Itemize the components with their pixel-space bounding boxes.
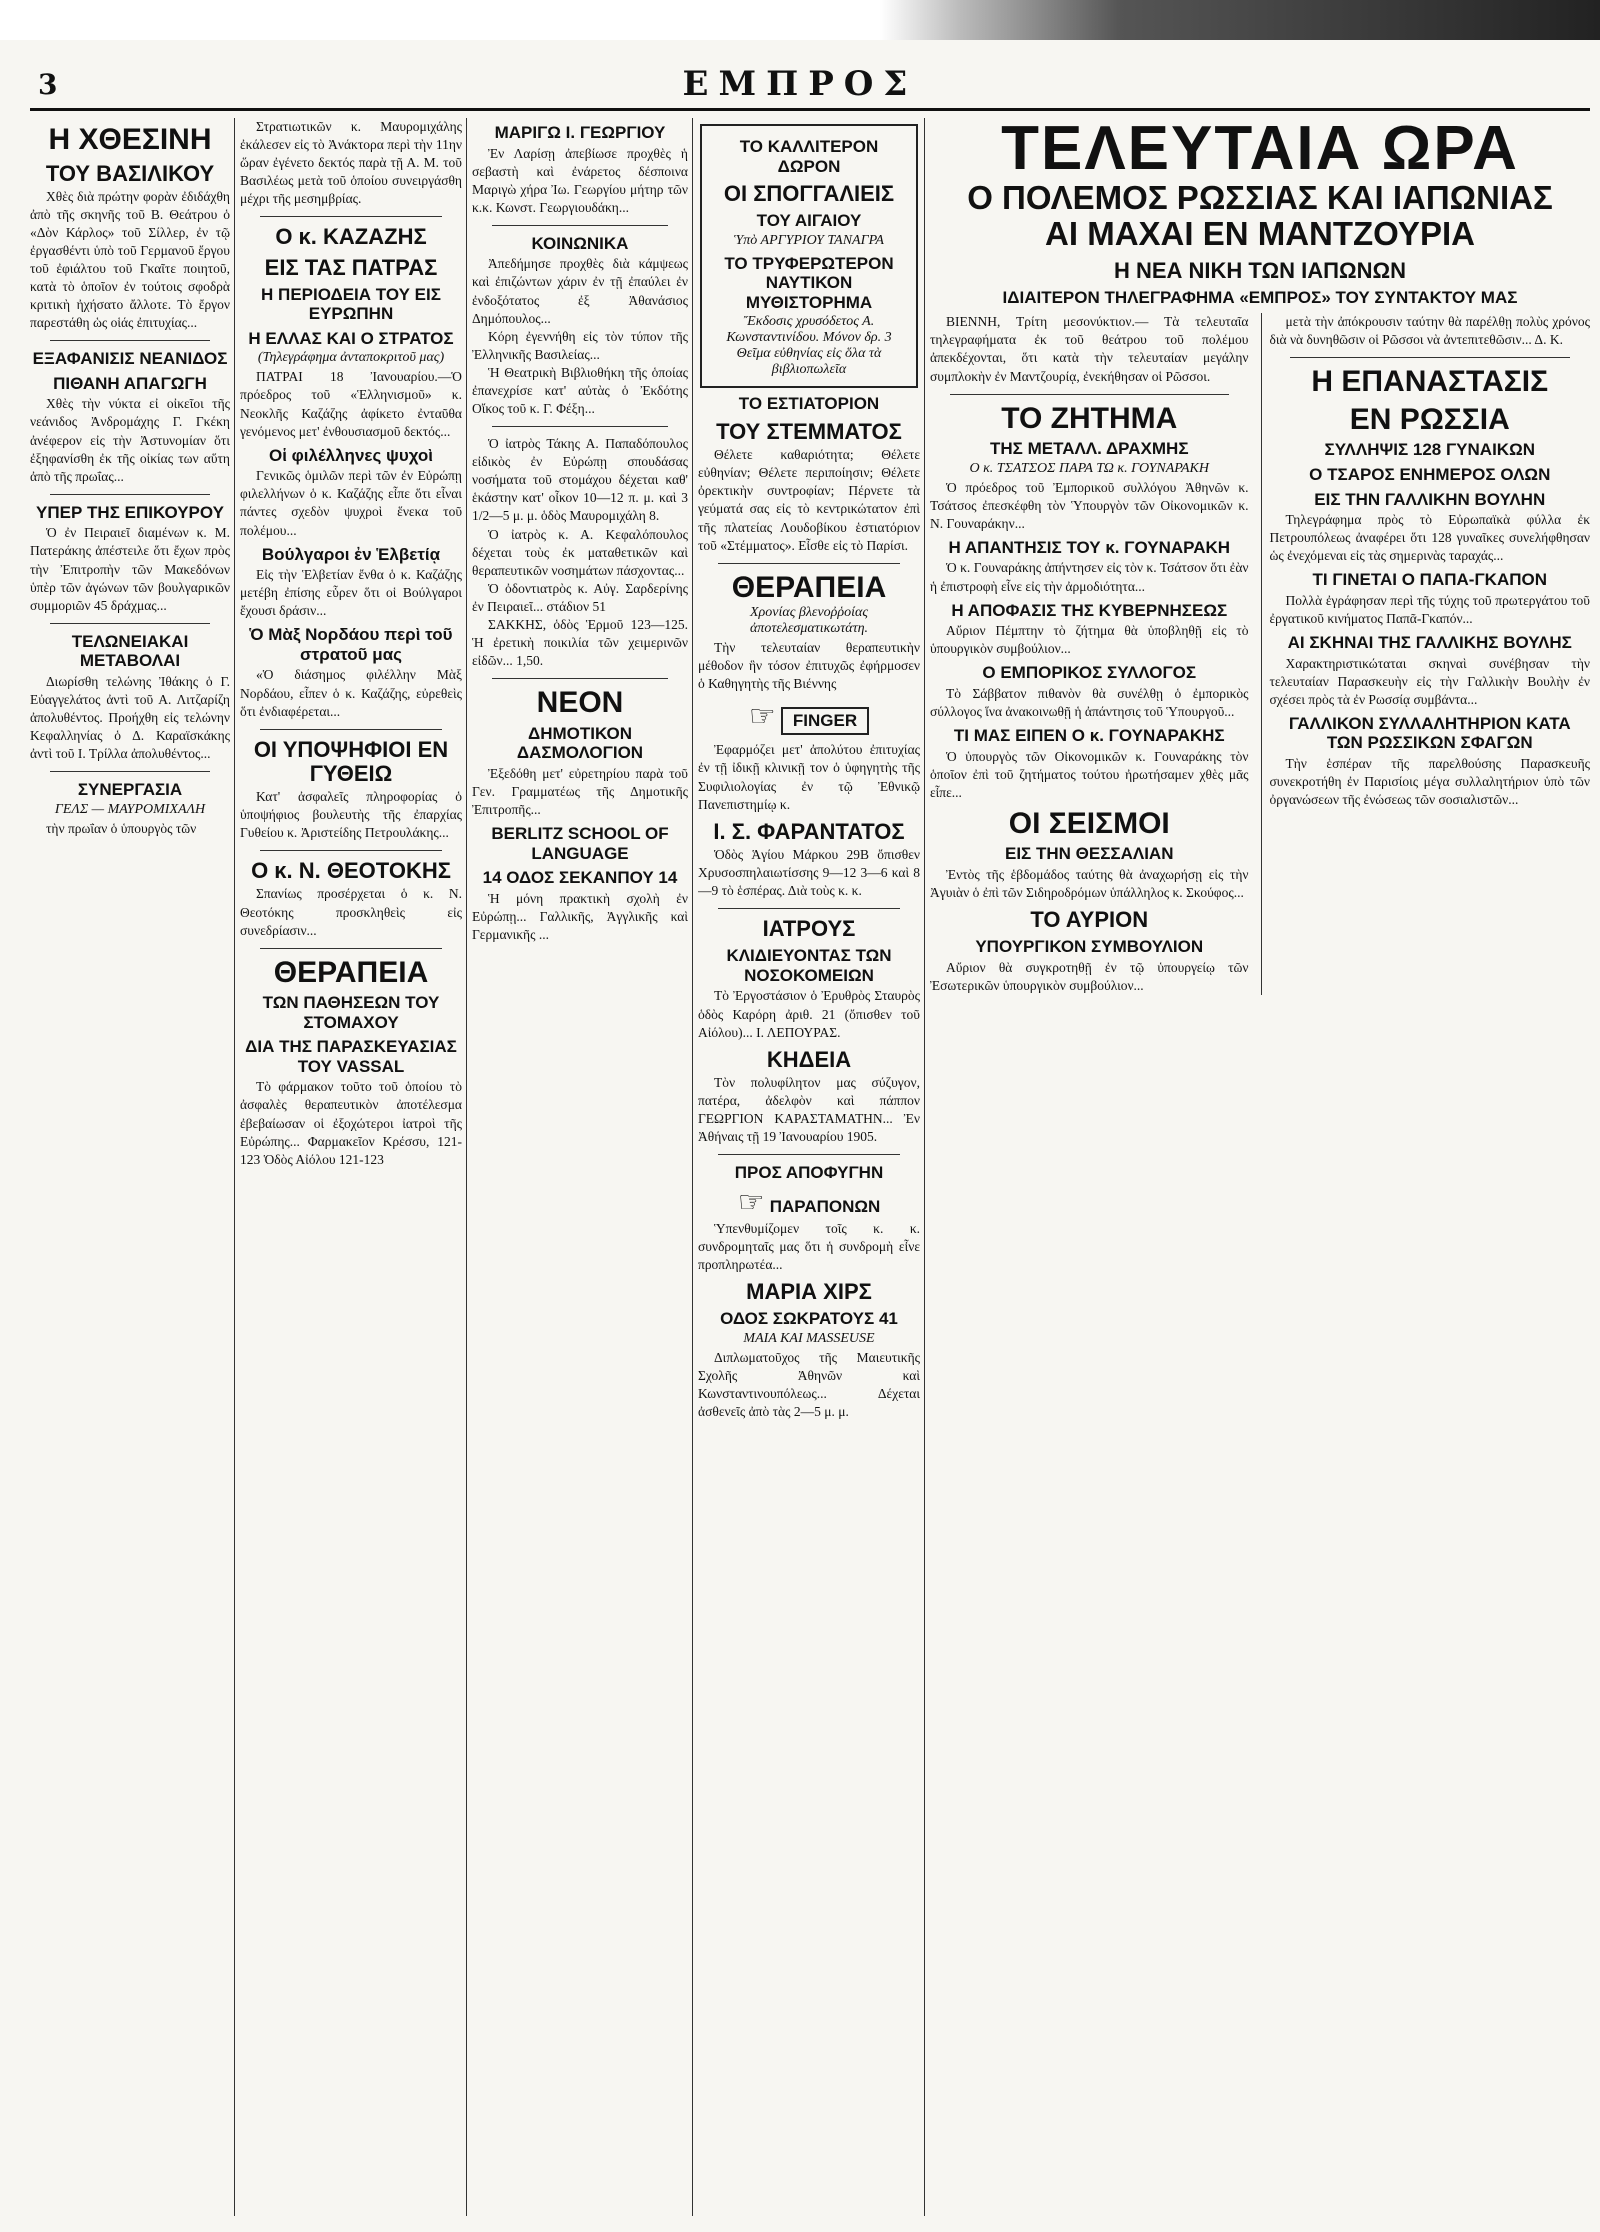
- headline: ΟΙ ΥΠΟΨΗΦΙΟΙ ΕΝ ΓΥΘΕΙΩ: [253, 736, 449, 786]
- column-6: [1261, 313, 1591, 995]
- pointing-hand-icon: ☞: [737, 1184, 765, 1220]
- ad-text: Θέλετε καθαριότητα; Θέλετε εὐθηνίαν; Θέλετε περιποίησιν; Θέλετε ὀρεκτικὴν συντροφίαν; Πέρνετε τὰ γεύματά σας εἰς τὸ κεντρικώτατον ἐπὶ τῆς πλατείας Λουδοβίκου ἑστιατόριον τοῦ «Στέμματος». Εἶσθε εἰς τὸ Παρίσι.: [698, 447, 920, 553]
- headline: Ο ΤΣΑΡΟΣ ΕΝΗΜΕΡΟΣ ΟΛΩΝ: [1309, 465, 1551, 485]
- headline: ΤΟΥ ΒΑΣΙΛΙΚΟΥ: [45, 160, 215, 186]
- article-text: Ἀπεδήμησε προχθὲς διὰ κάμψεως καὶ ἐπιζώντων χάριν ἐν τῇ ἐπαύλει ἐν ἐνδοξότατος ἐξ Ἀθανάσιος Δημόπουλος...: [472, 256, 688, 326]
- classified-ad: Ὁ ἰατρὸς Τάκης Α. Παπαδόπουλος εἰδικὸς ἐν Εὐρώπῃ σπουδάσας νοσήματα τοῦ στομάχου δέχεται καθ' ἑκάστην κατ' οἶκον 10—12 π. μ. καὶ 3 1/2—5 μ. μ. ὁδὸς Μαυρομιχάλη 8.: [472, 436, 688, 524]
- divider: [718, 908, 900, 909]
- ad-text: Ὑπενθυμίζομεν τοῖς κ. κ. συνδρομηταῖς μας ὅτι ἡ συνδρομὴ εἶνε προπληρωτέα...: [698, 1220, 920, 1272]
- section-heading: Οἱ φιλέλληνες ψυχοὶ: [268, 445, 434, 465]
- headline: ΜΑΡΙΓΩ Ι. ΓΕΩΡΓΙΟΥ: [494, 123, 666, 142]
- ad-text: Ἐφαρμόζει μετ' ἀπολύτου ἐπιτυχίας ἐν τῇ ἰδικῇ κλινικῇ τον ὁ ὑφηγητὴς τῆς Συφιλιολογίας ἐν τῷ Ἐθνικῷ Πανεπιστημίῳ κ.: [698, 742, 920, 812]
- dateline: (Τηλεγράφημα ἀνταποκριτοῦ μας): [257, 350, 445, 366]
- finger-ad: [698, 699, 920, 735]
- ad-text: Διπλωματοῦχος τῆς Μαιευτικῆς Σχολῆς Ἀθηνῶν καὶ Κωνσταντινουπόλεως... Δέχεται ἀσθενεῖς ἀπὸ τὰς 2—5 μ. μ.: [698, 1349, 920, 1419]
- headline: ΚΗΔΕΙΑ: [766, 1046, 852, 1072]
- ad-subheadline: 14 ΟΔΟΣ ΣΕΚΑΝΠΟΥ 14: [482, 868, 678, 888]
- divider: [50, 494, 210, 495]
- article-text: Εἰς τὴν Ἑλβετίαν ἔνθα ὁ κ. Καζάζης μετέβη ἐπίσης εὗρεν ὅτι οἱ Βούλγαροι ἔχουσι δράσιν...: [240, 567, 462, 619]
- ad-text: Ὁδὸς Ἁγίου Μάρκου 29Β ὄπισθεν Χρυσοσπηλαιωτίσσης 9—12 3—6 καὶ 8—9 τὸ ἑσπέρας. Διὰ τοὺς κ. κ.: [698, 846, 920, 899]
- ad-text: Τὴν τελευταίαν θεραπευτικὴν μέθοδον ἣν τόσον ἐπιτυχῶς ἐφήρμοσεν ὁ Καθηγητὴς τῆς Βιέννης: [698, 640, 920, 692]
- divider: [718, 1154, 900, 1155]
- ad-subheadline: ΟΔΟΣ ΣΩΚΡΑΤΟΥΣ 41: [720, 1309, 898, 1329]
- article-text: ΠΑΤΡΑΙ 18 Ἰανουαρίου.—Ὁ πρόεδρος τοῦ «Ἑλληνισμοῦ» κ. Νεοκλῆς Καζάζης ἀφίκετο ἐνταῦθα γενόμενος μετ' ἐνθουσιασμοῦ δεκτός...: [240, 369, 462, 439]
- divider: [50, 340, 210, 341]
- headline: ΥΠΟΥΡΓΙΚΟΝ ΣΥΜΒΟΥΛΙΟΝ: [975, 937, 1204, 957]
- ad-headline: ΤΟ ΚΑΛΛΙΤΕΡΟΝ ΔΩΡΟΝ: [739, 137, 879, 176]
- headline: Η ΧΘΕΣΙΝΗ: [48, 123, 212, 156]
- article-text: «Ὁ διάσημος φιλέλλην Μὰξ Νορδάου, εἶπεν ὁ κ. Καζάζης, εὐρεθεὶς ὅτι ἐνδιαφέρεται...: [240, 667, 462, 719]
- article-text: Τὸ Σάββατον πιθανὸν θὰ συνέλθῃ ὁ ἐμπορικὸς σύλλογος ἵνα ἀνακοινωθῇ ἡ ἀπάντησις τοῦ Ὑπουργοῦ...: [930, 685, 1249, 719]
- ad-headline: Ι. Σ. ΦΑΡΑΝΤΑΤΟΣ: [713, 818, 905, 844]
- article-text: Τηλεγράφημα πρὸς τὸ Εὐρωπαϊκὰ φύλλα ἐκ Πετρουπόλεως ἀναφέρει ὅτι 128 γυναῖκες συνελήφθησαν ὡς ἐνεχόμεναι εἰς τὰς σημερινὰς ταραχάς...: [1269, 512, 1590, 564]
- headline: ΤΟ ΖΗΤΗΜΑ: [1001, 401, 1178, 435]
- ad-headline: ΤΟΥ ΣΤΕΜΜΑΤΟΣ: [716, 419, 902, 445]
- divider: [1290, 357, 1571, 358]
- ad-headline: ΜΑΡΙΑ ΧΙΡΣ: [746, 1278, 872, 1304]
- section-heading: Βούλγαροι ἐν Ἑλβετίᾳ: [261, 544, 441, 564]
- ad-subheadline: ΚΛΙΔΙΕΥΟΝΤΑΣ ΤΩΝ ΝΟΣΟΚΟΜΕΙΩΝ: [726, 946, 892, 985]
- dateline: ΙΔΙΑΙΤΕΡΟΝ ΤΗΛΕΓΡΑΦΗΜΑ «ΕΜΠΡΟΣ» ΤΟΥ ΣΥΝΤΑΚΤΟΥ ΜΑΣ: [1002, 287, 1518, 307]
- headline: Ο κ. Ν. ΘΕΟΤΟΚΗΣ: [251, 858, 451, 884]
- two-columns: [930, 313, 1590, 995]
- ad-headline: ΠΑΡΑΠΟΝΩΝ: [769, 1196, 881, 1216]
- headline: ΕΙΣ ΤΑΣ ΠΑΤΡΑΣ: [264, 254, 438, 280]
- divider: [260, 850, 442, 851]
- article-text: Ἐντὸς τῆς ἑβδομάδος ταύτης θὰ ἀναχωρήσῃ εἰς τὴν Ἀγυιὰν ὁ ἐπὶ τῶν Σιδηροδρόμων ὑπάλληλος κ. Σκούφος...: [930, 866, 1249, 900]
- article-text: ΒΙΕΝΝΗ, Τρίτη μεσονύκτιον.— Τὰ τελευταῖα τηλεγραφήματα ἐκ τοῦ θεάτρου τοῦ πολέμου ἀπεκδέχονται, ὅτι κατὰ τὴν τελευταίαν μεγάλην συμπλοκὴν ἐν Μαντζουρίᾳ, ἐνεκήθησαν οἱ Ρῶσσοι.: [930, 314, 1249, 384]
- column-1: [30, 118, 230, 2216]
- main-headline: ΤΕΛΕΥΤΑΙΑ ΩΡΑ: [1001, 118, 1519, 183]
- headline: ΕΞΑΦΑΝΙΣΙΣ ΝΕΑΝΙΔΟΣ: [32, 349, 228, 369]
- column-rule: [692, 118, 693, 2216]
- article-text: Ὁ ἐν Πειραιεῖ διαμένων κ. Μ. Πατεράκης ἀπέστειλε ὅτι ἔχων πρὸς τὴν Ἐπιτροπὴν τῶν Μακεδόνων ὑπὲρ τῶν ἀγώνων τῶν βουλγαρικῶν συμμοριῶν 45 δράχμας...: [30, 525, 230, 613]
- divider: [260, 729, 442, 730]
- ad-headline: ΠΡΟΣ ΑΠΟΦΥΓΗΝ: [734, 1163, 884, 1183]
- ad-subheadline: ΔΙΑ ΤΗΣ ΠΑΡΑΣΚΕΥΑΣΙΑΣ ΤΟΥ VASSAL: [245, 1037, 457, 1076]
- headline: ΤΗΣ ΜΕΤΑΛΛ. ΔΡΑΧΜΗΣ: [989, 439, 1189, 459]
- column-2: [240, 118, 462, 2216]
- ad-headline: BERLITZ SCHOOL OF LANGUAGE: [491, 823, 669, 863]
- article-text: Ὁ πρόεδρος τοῦ Ἐμπορικοῦ συλλόγου Ἀθηνῶν κ. Τσάτσος ἐπεσκέφθη τὸν Ὑπουργὸν τῶν Οἰκονομικῶν κ. Ν. Γουναράκην...: [930, 479, 1249, 531]
- ad-headline: ΙΑΤΡΟΥΣ: [762, 916, 856, 942]
- main-subheadline: ΑΙ ΜΑΧΑΙ ΕΝ ΜΑΝΤΖΟΥΡΙΑ: [1045, 215, 1475, 253]
- headline: ΕΙΣ ΤΗΝ ΓΑΛΛΙΚΗΝ ΒΟΥΛΗΝ: [1314, 489, 1546, 509]
- section-heading: Η ΑΠΑΝΤΗΣΙΣ ΤΟΥ κ. ΓΟΥΝΑΡΑΚΗ: [948, 537, 1231, 557]
- ad-subheadline: ΜΑΙΑ ΚΑΙ MASSEUSE: [743, 1330, 875, 1346]
- section-heading: ΑΙ ΣΚΗΝΑΙ ΤΗΣ ΓΑΛΛΙΚΗΣ ΒΟΥΛΗΣ: [1287, 633, 1572, 653]
- article-text: Ἐν Λαρίσῃ ἀπεβίωσε προχθὲς ἡ σεβαστὴ καὶ ἐνάρετος δέσποινα Μαριγὼ χήρα Ἰω. Γεωργίου μήτηρ τῶν κ.κ. Κωνστ. Γεωργιουδάκη...: [472, 145, 688, 215]
- headline: ΤΕΛΩΝΕΙΑΚΑΙ ΜΕΤΑΒΟΛΑΙ: [71, 631, 189, 671]
- column-4: [698, 118, 920, 2216]
- headline: ΣΥΛΛΗΨΙΣ 128 ΓΥΝΑΙΚΩΝ: [1324, 440, 1535, 460]
- section-heading: Ο ΕΜΠΟΡΙΚΟΣ ΣΥΛΛΟΓΟΣ: [982, 663, 1197, 683]
- parapono-ad: [698, 1185, 920, 1220]
- headline: ΤΟ ΑΥΡΙΟΝ: [1030, 907, 1149, 933]
- ad-text: Ἡ μόνη πρακτικὴ σχολὴ ἐν Εὐρώπῃ... Γαλλικῆς, Ἀγγλικῆς καὶ Γερμανικῆς ...: [472, 890, 688, 942]
- section-heading: Η ΑΠΟΦΑΣΙΣ ΤΗΣ ΚΥΒΕΡΝΗΣΕΩΣ: [951, 600, 1228, 620]
- subheadline: Ο κ. ΤΣΑΤΣΟΣ ΠΑΡΑ ΤΩ κ. ΓΟΥΝΑΡΑΚΗ: [969, 460, 1210, 476]
- main-subheadline: Ο ΠΟΛΕΜΟΣ ΡΩΣΣΙΑΣ ΚΑΙ ΙΑΠΩΝΙΑΣ: [967, 179, 1553, 216]
- ad-headline: ΝΕΟΝ: [536, 686, 624, 720]
- column-rule: [924, 118, 925, 2216]
- divider: [492, 678, 668, 679]
- ad-subheadline: ΤΟ ΤΡΥΦΕΡΩΤΕΡΟΝ ΝΑΥΤΙΚΟΝ ΜΥΘΙΣΤΟΡΗΜΑ: [724, 253, 894, 312]
- section-heading: ΤΙ ΜΑΣ ΕΙΠΕΝ Ο κ. ΓΟΥΝΑΡΑΚΗΣ: [953, 726, 1225, 746]
- headline: Ο κ. ΚΑΖΑΖΗΣ: [275, 224, 427, 250]
- headline: ΥΠΕΡ ΤΗΣ ΕΠΙΚΟΥΡΟΥ: [36, 502, 224, 522]
- ad-headline: FINGER: [781, 707, 869, 735]
- notice-text: Τὸν πολυφίλητον μας σύζυγον, πατέρα, ἀδελφὸν καὶ πάππον ΓΕΩΡΓΙΟΝ ΚΑΡΑΣΤΑΜΑΤΗΝ... Ἐν Ἀθήναις τῇ 19 Ἰανουαρίου 1905.: [698, 1074, 920, 1145]
- column-3: [472, 118, 688, 2216]
- article-text: Ὁ κ. Γουναράκης ἀπήντησεν εἰς τὸν κ. Τσάτσον ὅτι ἐὰν ἡ ἐπιστροφὴ εἶνε εἰς τὴν ἀρμοδιότητα...: [930, 560, 1249, 594]
- column-5-6: [930, 118, 1590, 2216]
- divider: [492, 426, 668, 427]
- ad-headline: ΘΕΡΑΠΕΙΑ: [273, 955, 429, 989]
- divider: [718, 563, 900, 564]
- headline: ΕΙΣ ΤΗΝ ΘΕΣΣΑΛΙΑΝ: [1004, 844, 1174, 864]
- ad-subheadline: Χρονίας βλενοῤῥοίας ἀποτελεσματικωτάτη.: [749, 605, 869, 637]
- divider: [492, 225, 668, 226]
- section-heading: ΚΟΙΝΩΝΙΚΑ: [531, 233, 629, 253]
- article-text: Αὔριον Πέμπτην τὸ ζήτημα θὰ ὑποβληθῇ εἰς τὸ ὑπουργικὸν συμβούλιον...: [930, 623, 1249, 657]
- ad-headline: ΟΙ ΣΠΟΓΓΑΛΙΕΙΣ: [723, 181, 895, 207]
- divider: [260, 948, 442, 949]
- headline: Η ΕΠΑΝΑΣΤΑΣΙΣ: [1311, 365, 1549, 399]
- masthead: [0, 62, 1600, 106]
- headline: Η ΕΛΛΑΣ ΚΑΙ Ο ΣΤΡΑΤΟΣ: [248, 328, 454, 348]
- article-text: Αὔριον θὰ συγκροτηθῇ ἐν τῷ ὑπουργείῳ τῶν Ἐσωτερικῶν ὑπουργικὸν συμβούλιον...: [930, 959, 1249, 993]
- article-text: Ὁ ὑπουργὸς τῶν Οἰκονομικῶν κ. Γουναράκης τὸν ὁποῖον ἐπὶ τοῦ ζητήματος τούτου ἠρωτήσαμεν χθὲς μᾶς εἶπε...: [930, 748, 1249, 800]
- headline: ΣΥΝΕΡΓΑΣΙΑ: [77, 780, 183, 800]
- ad-text: Ἐξεδόθη μετ' εὐρετηρίου παρὰ τοῦ Γεν. Γραμματέως τῆς Δημοτικῆς Ἐπιτροπῆς...: [472, 765, 688, 817]
- advertisement: [700, 124, 918, 388]
- divider: [260, 216, 442, 217]
- classified-ad: ΣΑΚΚΗΣ, ὁδὸς Ἑρμοῦ 123—125. Ἡ ἐρετικὴ ποικιλία τῶν χειμερινῶν εἰδῶν... 1,50.: [472, 616, 688, 669]
- article-text: τὴν πρωΐαν ὁ ὑπουργὸς τῶν: [46, 820, 197, 836]
- ad-headline: ΤΟΥ ΑΙΓΑΙΟΥ: [756, 211, 862, 231]
- ad-text: Ἔκδοσις χρυσόδετος Α. Κωνσταντινίδου. Μόνον δρ. 3 Θεῖμα εὐθηνίας εἰς ὅλα τὰ βιβλιοπωλεῖα: [726, 314, 892, 378]
- section-heading: ΓΑΛΛΙΚΟΝ ΣΥΛΛΑΛΗΤΗΡΙΟΝ ΚΑΤΑ ΤΩΝ ΡΩΣΣΙΚΩΝ ΣΦΑΓΩΝ: [1288, 713, 1571, 753]
- section-heading: Ὁ Μὰξ Νορδάου περὶ τοῦ στρατοῦ μας: [249, 625, 453, 664]
- newspaper-title: ΕΜΠΡΟΣ: [682, 64, 918, 104]
- main-subheadline: Η ΝΕΑ ΝΙΚΗ ΤΩΝ ΙΑΠΩΝΩΝ: [1113, 257, 1407, 283]
- divider: [50, 771, 210, 772]
- article-text: μετὰ τὴν ἀπόκρουσιν ταύτην θὰ παρέλθῃ πολὺς χρόνος διὰ νὰ δυνηθῶσιν οἱ Ρῶσσοι νὰ ἀντεπιτεθῶσιν... Δ. Κ.: [1269, 314, 1590, 348]
- classified-ad: Ὁ ἰατρὸς κ. Α. Κεφαλόπουλος δέχεται τοὺς ἐκ ματαθετικῶν καὶ θεραπευτικῶν νοσημάτων πάσχοντας...: [472, 526, 688, 578]
- ad-text: Τὸ φάρμακον τοῦτο τοῦ ὁποίου τὸ ἀσφαλὲς θεραπευτικὸν ἀποτέλεσμα ἐβεβαίωσαν οἱ ἐξοχώτεροι ἰατροὶ τῆς Εὐρώπης... Φαρμακεῖον Κρέσσυ, 121-123 Ὁδὸς Αἰόλου 121-123: [240, 1079, 462, 1167]
- column-5: [930, 313, 1249, 995]
- article-text: Πολλὰ ἐγράφησαν περὶ τῆς τύχης τοῦ πρωτεργάτου τοῦ ἐργατικοῦ κινήματος Παπᾶ-Γκαπόν...: [1269, 592, 1590, 626]
- headline: Η ΠΕΡΙΟΔΕΙΑ ΤΟΥ ΕΙΣ ΕΥΡΩΠΗΝ: [261, 284, 441, 324]
- headline: ΕΝ ΡΩΣΣΙΑ: [1349, 402, 1510, 436]
- article-text: Σπανίως προσέρχεται ὁ κ. Ν. Θεοτόκης προσκληθεὶς εἰς συνεδρίασιν...: [240, 886, 462, 938]
- headline: ΟΙ ΣΕΙΣΜΟΙ: [1008, 806, 1170, 840]
- ad-headline: ΤΟ ΕΣΤΙΑΤΟΡΙΟΝ: [738, 394, 880, 414]
- ad-subheadline: ΤΩΝ ΠΑΘΗΣΕΩΝ ΤΟΥ ΣΤΟΜΑΧΟΥ: [262, 993, 440, 1032]
- scan-edge: [0, 0, 1600, 40]
- headline: ΠΙΘΑΝΗ ΑΠΑΓΩΓΗ: [53, 373, 207, 393]
- divider: [950, 394, 1229, 395]
- divider: [50, 623, 210, 624]
- article-text: Στρατιωτικῶν κ. Μαυρομιχάλης ἐκάλεσεν εἰς τὸ Ἀνάκτορα περὶ τὴν 11ην ὥραν ἐγένετο δεκτός παρὰ τῇ Α. Μ. τοῦ Βασιλέως μετὰ τοῦ ὁποίου συνειργάσθη μέχρι τῆς μεσημβρίας.: [240, 119, 462, 207]
- column-rule: [466, 118, 467, 2216]
- article-text: Χθὲς διὰ πρώτην φορὰν ἐδιδάχθη ἀπὸ τῆς σκηνῆς τοῦ Β. Θεάτρου ὁ «Δὸν Κάρλος» τοῦ Σίλλερ, ἐν τῷ ἐργασθέντι ὑπὸ τοῦ Γερμανοῦ ἔργου τοῦ ἐφιάλτου τοῦ Γκαῖτε ποιητοῦ, κατὰ τὸ ὁποῖον ἐν τούτοις σφοδρὰ κριτικὴ ἠχήσατο ἄλλοτε. Τὸ ἔργον παρεστάθη ὡς οἱάς ἐπιτυχίας...: [30, 188, 230, 331]
- masthead-rule: [30, 108, 1590, 111]
- article-text: Γενικῶς ὁμιλῶν περὶ τῶν ἐν Εὐρώπῃ φιλελλήνων ὁ κ. Καζάζης εἶπε ὅτι εἶναι πάντες σχεδὸν ψυχροὶ ἕνεκα τοῦ πολέμου...: [240, 468, 462, 538]
- article-text: Ἡ Θεατρικὴ Βιβλιοθήκη τῆς ὁποίας ἐπανεχρίσε κατ' αὐτὰς ὁ Ἐκδότης Οἴκος τοῦ κ. Γ. Φέξη...: [472, 364, 688, 417]
- ad-headline: ΘΕΡΑΠΕΙΑ: [731, 570, 887, 604]
- ad-subheadline: ΔΗΜΟΤΙΚΟΝ ΔΑΣΜΟΛΟΓΙΟΝ: [516, 723, 644, 763]
- classified-ad: Ὁ ὀδοντιατρὸς κ. Αὐγ. Σαρδερίνης ἐν Πειραιεῖ... στάδιον 51: [472, 580, 688, 614]
- article-text: Κατ' ἀσφαλεῖς πληροφορίας ὁ ὑποψήφιος βουλευτὴς τῆς ἐπαρχίας Γυθείου κ. Ἀριστείδης Πετρουλάκης...: [240, 789, 462, 841]
- pointing-hand-icon: ☞: [748, 699, 776, 735]
- ad-text: Τὸ Ἐργοστάσιον ὁ Ἐρυθρὸς Σταυρὸς ὁδὸς Καρόρη ἀριθ. 21 (ὄπισθεν τοῦ Αἰόλου)... Ι. ΛΕΠΟΥΡΑΣ.: [698, 988, 920, 1040]
- subheadline: ΓΕΛΣ — ΜΑΥΡΟΜΙΧΑΛΗ: [54, 801, 206, 817]
- column-rule: [234, 118, 235, 2216]
- section-heading: ΤΙ ΓΙΝΕΤΑΙ Ο ΠΑΠΑ-ΓΚΑΠΟΝ: [1312, 570, 1547, 590]
- article-text: Χαρακτηριστικώταται σκηναὶ συνέβησαν τὴν τελευταίαν Παρασκευὴν εἰς τὴν Γαλλικὴν Βουλὴν ἐν σχέσει πρὸς τὰ ἐν Ρωσσίᾳ συμβάντα...: [1269, 655, 1590, 707]
- article-text: Χθὲς τὴν νύκτα εἰ οἰκεῖοι τῆς νεάνιδος Ἀνδρομάχης Γ. Γκέκη ἀνέφερον εἰς τὴν Ἀστυνομίαν ὅτι ἐξηφανίσθη ἐκ τῆς οἰκίας των αὕτη ἀπὸ τῆς πρωΐας...: [30, 396, 230, 484]
- article-text: Διωρίσθη τελώνης Ἰθάκης ὁ Γ. Εὐαγγελάτος ἀντὶ τοῦ Α. Λιτζαρίζη ἀπολυθέντος. Προήχθη εἰς τελώνην Κεφαλληνίας ὁ Δ. Καραϊσκάκης ἀντὶ τοῦ Ι. Τρίλλα ἀπολυθέντος...: [30, 673, 230, 762]
- article-text: Κόρη ἐγεννήθη εἰς τὸν τύπον τῆς Ἐλληνικῆς Βασιλείας...: [472, 328, 688, 362]
- article-text: Τὴν ἑσπέραν τῆς παρελθούσης Παρασκευῆς συνεκροτήθη ἐν Παρισίοις μέγα συλλαλητήριον ὑπὸ τῶν ὀργανώσεων τῆς ἐνώσεως τῶν σοσιαλιστῶν...: [1269, 755, 1590, 808]
- page-number: 3: [38, 68, 58, 101]
- ad-text: Ὑπὸ ΑΡΓΥΡΙΟΥ ΤΑΝΑΓΡΑ: [734, 232, 884, 248]
